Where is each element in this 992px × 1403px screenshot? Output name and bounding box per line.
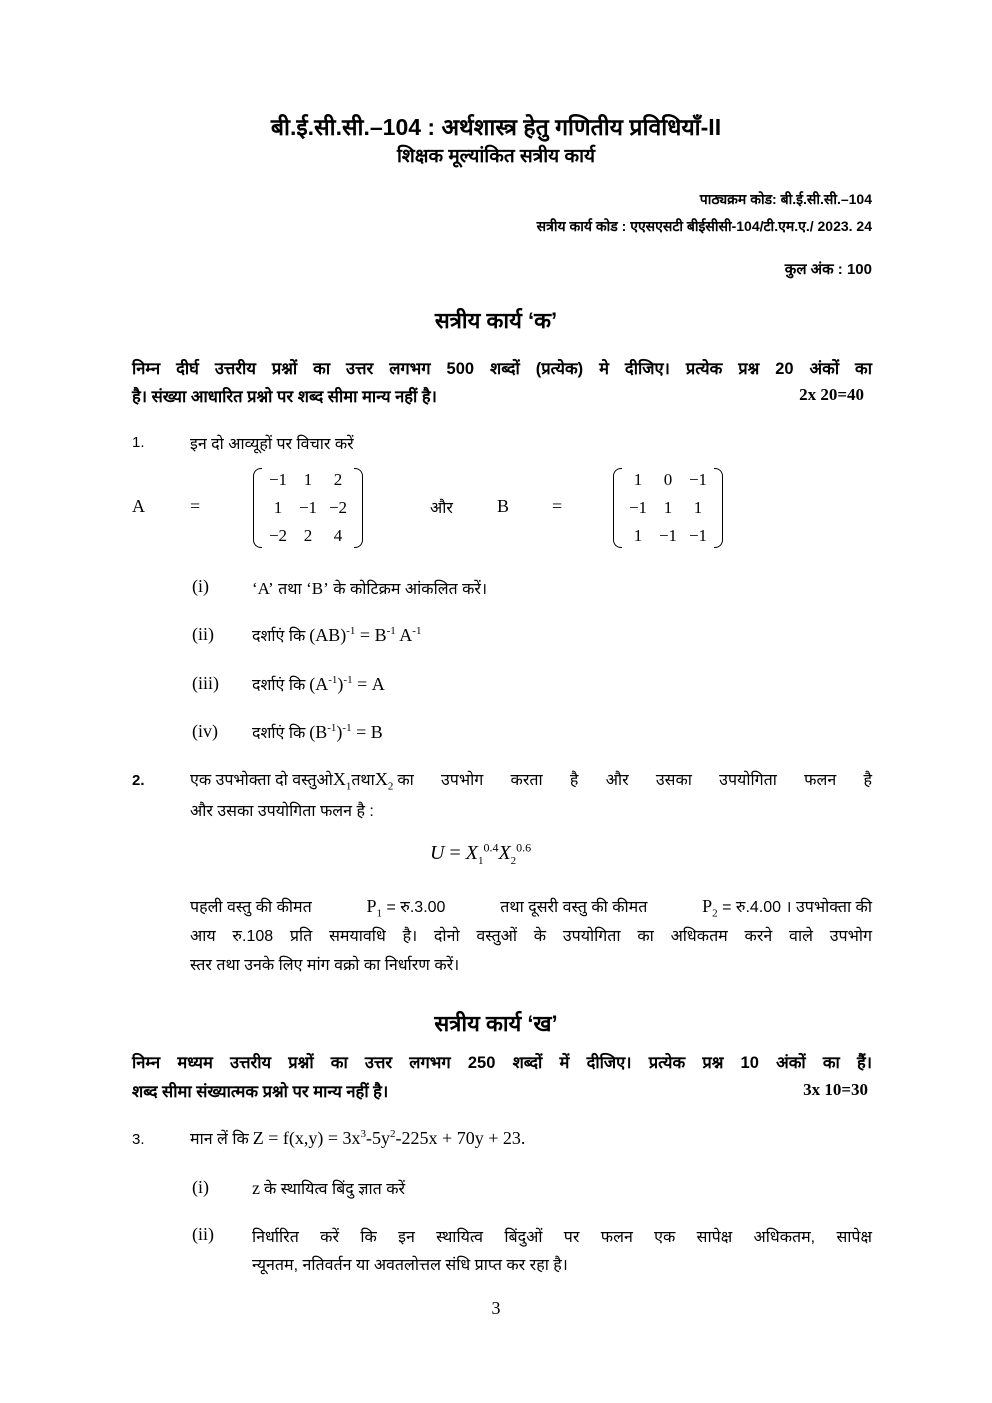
q1-part-iv-text: दर्शाएं कि $(B^{-1})^{-1} = B$	[252, 722, 383, 742]
matrix-cell: 2	[303, 526, 313, 545]
matrix-cell: −2	[268, 526, 288, 545]
matrix-cell: −1	[688, 470, 708, 489]
matrix-cell: −1	[298, 498, 318, 517]
matrix-cell: 4	[333, 526, 343, 545]
question-2-line1: एक उपभोक्ता दो वस्तुओ $X_1$ तथा $X_2$ का उपभोग करता है और उसका उपयोगिता फलन है	[190, 769, 872, 793]
q1-part-iii-number: (iii)	[192, 673, 219, 693]
q1-part-ii-text: दर्शाएं कि $(AB)^{-1} = B^{-1}$ $A^{-1}$	[252, 625, 422, 645]
q1-part-iii-text: दर्शाएं कि $(A^{-1})^{-1} = A$	[252, 674, 385, 694]
assignment-subtitle: शिक्षक मूल्यांकित सत्रीय कार्य	[396, 146, 596, 167]
section-b-title: सत्रीय कार्य ‘ख’	[434, 1011, 558, 1036]
q1-part-iii-math: $(A^{-1})^{-1} = A$	[309, 674, 385, 694]
matrix-a-label: A	[132, 496, 145, 516]
matrix-cell: 0	[663, 470, 673, 489]
left-paren	[613, 468, 622, 548]
section-a-instruction-line1: निम्न दीर्घ उत्तरीय प्रश्नों का उत्तर लगभग 500 शब्दों (प्रत्येक) मे दीजिए। प्रत्येक प्रश्न 20 अंकों का	[132, 360, 872, 378]
matrix-cell: −1	[688, 526, 708, 545]
matrix-cell: 1	[663, 498, 673, 517]
q1-part-ii-math: $(AB)^{-1} = B^{-1}$ $A^{-1}$	[309, 625, 422, 645]
left-paren	[253, 468, 262, 548]
section-a-marks: 2x 20=40	[799, 385, 864, 404]
q3-part-ii-line1: निर्धारित करें कि इन स्थायित्व बिंदुओं पर फलन एक सापेक्ष अधिकतम, सापेक्ष	[252, 1229, 872, 1246]
question-1-number: 1.	[132, 434, 145, 451]
matrix-a	[253, 468, 363, 548]
right-paren	[714, 468, 723, 548]
question-3-text: मान लें कि $Z = f(x,y) = 3x^3-5y^2-225x + 70y + 23$.	[190, 1128, 526, 1148]
matrix-cell: −1	[628, 498, 648, 517]
equals-sign-b: =	[552, 496, 563, 516]
section-b-marks: 3x 10=30	[803, 1080, 868, 1099]
question-3-number: 3.	[132, 1131, 145, 1148]
question-2-para-line3: स्तर तथा उनके लिए मांग वक्रो का निर्धारण करें।	[190, 957, 460, 974]
total-marks: कुल अंक : 100	[784, 261, 872, 278]
matrix-cell: 1	[303, 470, 313, 489]
question-2-para-line1: पहली वस्तु की कीमत $P_1$ = रु.3.00 तथा दूसरी वस्तु की कीमत $P_2$ = रु.4.00 । उपभोक्ता की	[190, 896, 872, 920]
matrix-cell: −1	[268, 470, 288, 489]
question-2-line2: और उसका उपयोगिता फलन है :	[190, 803, 374, 820]
matrix-cell: 1	[273, 498, 283, 517]
matrix-cell: −1	[658, 526, 678, 545]
q1-part-i-text: ‘A’ तथा ‘B’ के कोटिक्रम आंकलित करें।	[252, 579, 488, 598]
course-code: पाठ्यक्रम कोड: बी.ई.सी.सी.–104	[699, 191, 872, 207]
equals-sign-a: =	[190, 496, 201, 516]
utility-function: $U = X_1^{0.4}X_2^{0.6}$	[430, 840, 532, 867]
question-2-number: 2.	[132, 772, 145, 789]
section-b-instruction-line1: निम्न मध्यम उत्तरीय प्रश्नों का उत्तर लगभग 250 शब्दों में दीजिए। प्रत्येक प्रश्न 10 अंकों का हैं।	[132, 1054, 872, 1072]
section-a-title: सत्रीय कार्य ‘क’	[434, 308, 558, 333]
q3-part-ii-number: (ii)	[192, 1224, 214, 1244]
q1-part-i-number: (i)	[192, 576, 209, 596]
q3-part-ii-line2: न्यूनतम, नतिवर्तन या अवतलोत्तल संधि प्राप्त कर रहा है।	[252, 1257, 568, 1274]
section-a-instruction-line2: है। संख्या आधारित प्रश्नो पर शब्द सीमा मान्य नहीं है।	[132, 388, 437, 406]
q1-part-iv-math: $(B^{-1})^{-1} = B$	[309, 722, 383, 742]
right-paren	[354, 468, 363, 548]
q1-part-iv-number: (iv)	[192, 721, 218, 741]
q3-part-i-number: (i)	[192, 1177, 209, 1197]
question-1-text: इन दो आव्यूहों पर विचार करें	[190, 436, 354, 453]
matrix-cell: 1	[633, 470, 643, 489]
course-title: बी.ई.सी.सी.–104 : अर्थशास्त्र हेतु गणितीय प्रविधियाँ-II	[270, 114, 722, 140]
matrix-b	[613, 468, 723, 548]
section-b-instruction-line2: शब्द सीमा संख्यात्मक प्रश्नो पर मान्य नहीं है।	[132, 1083, 389, 1101]
assignment-code: सत्रीय कार्य कोड : एएसएसटी बीईसीसी-104/टी.एम.ए./ 2023. 24	[536, 218, 872, 234]
page-number: 3	[491, 1298, 501, 1318]
matrix-cell: 1	[633, 526, 643, 545]
question-2-para-line2: आय रु.108 प्रति समयावधि है। दोनो वस्तुओं के उपयोगिता का अधिकतम करने वाले उपभोग	[190, 928, 872, 945]
q1-part-ii-number: (ii)	[192, 624, 214, 644]
q3-part-i-text: z के स्थायित्व बिंदु ज्ञात करें	[252, 1178, 406, 1198]
question-3-math: $Z = f(x,y) = 3x^3-5y^2-225x + 70y + 23$.	[252, 1128, 526, 1148]
and-label: और	[430, 500, 453, 517]
matrix-cell: −2	[328, 498, 348, 517]
matrix-cell: 2	[333, 470, 343, 489]
matrix-b-label: B	[497, 496, 510, 516]
matrix-cell: 1	[693, 498, 703, 517]
